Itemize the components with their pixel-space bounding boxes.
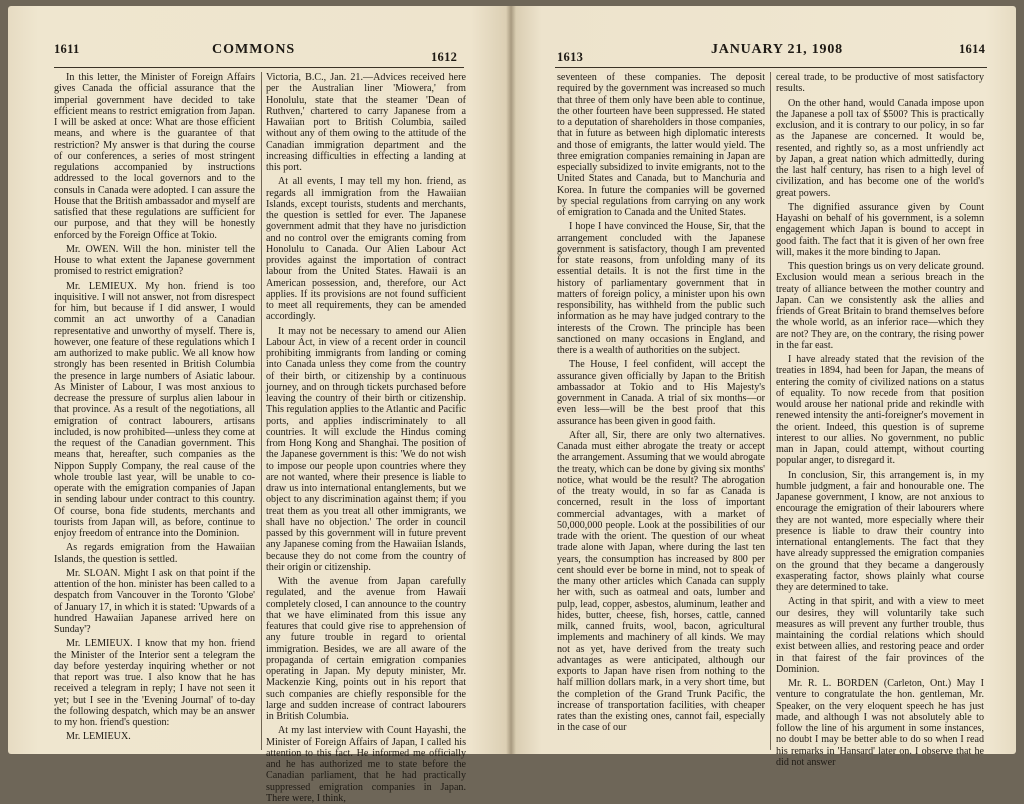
left-column-1	[54, 72, 255, 752]
paragraph: cereal trade, to be productive of most satisfactory results.	[776, 72, 984, 95]
right-header-rule	[555, 67, 987, 68]
book-gutter	[506, 6, 516, 754]
paragraph: With the avenue from Japan carefully regulated, and the avenue from Hawaii completely closed, I can announce to the country that we have eliminated from this issue any features that could give rise to apprehension of any future trouble in regard to oriental immigration. Besides, we are all aware of the propaganda of certain emigration companies operating in Japan. My deputy minister, Mr. Mackenzie King, points out in his report that such companies are chiefly responsible for the large and sudden increase of contract labourers in British Columbia.	[266, 576, 466, 722]
paragraph: I have already stated that the revision of the treaties in 1894, had been for Japan, the means of entering the comity of civilized nations on a status of equality. To now recede from that position would arouse her national pride and rekindle with renewed intensity the anti-foreigner's movement in the orient. Indeed, this question is of supreme interest to our allies. No government, no public man in Japan, could attempt, without courting popular anger, to disregard it.	[776, 354, 984, 467]
right-page-title: JANUARY 21, 1908	[711, 42, 843, 57]
paragraph: seventeen of these companies. The deposit required by the government was increased so much that three of them only have been able to continue, the other fourteen have been suppressed. He stated to a deputation of shareholders in those companies, that in future as between high diplomatic interests and those of emigrants, the latter would yield. The three emigration companies remaining in Japan are especially subsidized to invite emigrants, not to the United States and Canada, but to Manchuria and Korea. In future the companies will be governed by special regulations from carrying on any work of emigration to Canada and the United States.	[557, 72, 765, 218]
left-column-2	[266, 72, 466, 804]
right-page	[511, 6, 1016, 768]
left-page-number-inner: 1612	[431, 50, 458, 64]
paragraph: Mr. LEMIEUX.	[66, 731, 131, 743]
paragraph: This question brings us on very delicate ground. Exclusion would mean a serious breach in the treaty of alliance between the mother country and Japan. Can we consistently ask the allies and friends of Great Britain to brand themselves before the whole world, as an inferior race—which they are not? They are, on the contrary, the rising power in the far east.	[776, 261, 984, 351]
left-page-number-outer: 1611	[54, 42, 80, 56]
paragraph: The House, I feel confident, will accept the assurance given officially by Japan to the British ambassador at Tokio and to His Majesty's government in Canada. A trial of six months—or even less—will be the best proof that this assurance has been given in good faith.	[557, 359, 765, 427]
paragraph: Victoria, B.C., Jan. 21.—Advices received here per the Australian liner 'Miowera,' from Honolulu, state that the steamer 'Dean of Ruthven,' chartered to carry Japanese from a Hawaiian port to British Columbia, sailed without any of them owing to the attitude of the Canadian immigration department and the increasing difficulties in effecting a landing at this port.	[266, 72, 466, 173]
right-column-2	[776, 72, 984, 768]
left-page-title: COMMONS	[212, 42, 296, 57]
paragraph: Mr. LEMIEUX. My hon. friend is too inquisitive. I will not answer, not from disrespect for him, but because if I did answer, I would commit an act unworthy of a Canadian representative and unworthy of myself. There is, however, one feature of these regulations which I am authorized to make public. We all know how strongly has been resented in British Columbia the presence in large numbers of Asiatic labour. As Minister of Labour, I was most anxious to decrease the pressure of surplus alien labour in that province. As a result of the negotiations, all emigration of contract labourers, artisans included, is now prohibited—unless they come at the request of the Canadian government. This means that, hereafter, such companies as the Nippon Supply Company, the real cause of the whole trouble last year, will be unable to co-operate with the emigration companies of Japan in sending labour under contract to this country. Of course, bona fide students, merchants and tourists from Japan will, as before, continue to enjoy freedom of entrance into the Dominion.	[54, 280, 255, 539]
paragraph: On the other hand, would Canada impose upon the Japanese a poll tax of $500? This is practically exclusion, and it is contrary to our policy, in so far as the Japanese are concerned. It would be, resented, and rightly so, as a most unfriendly act by Japan, a great nation which admittedly, during the last half century, has risen to a high level of civilization, and has become one of the world's great powers.	[776, 97, 984, 199]
paragraph: Mr. SLOAN. Might I ask on that point if the attention of the hon. minister has been called to a despatch from Vancouver in the Toronto 'Globe' of January 17, in which it is stated: 'Upwards of a hundred Hawaiian Japanese arrived here on Sunday'?	[54, 567, 255, 635]
paragraph: It may not be necessary to amend our Alien Labour Act, in view of a recent order in council prohibiting immigrants from landing or coming into Canada unless they come from the country of their birth, or citizenship by a continuous journey, and on through tickets purchased before leaving the country of their birth or citizenship. This regulation applies to the Atlantic and Pacific ports, and applies indiscriminately to all countries. It will exclude the Hindus coming from Hong Kong and Shanghai. The position of the Japanese government is this: 'We do not wish to impose our people upon countries where they are not wanted, where their presence is liable to draw us into international entanglements, but we object to any discrimination against them; if you treat them as you treat all other immigrants, we shall have no objection.' The order in council passed by this government will in future prevent any Japanese coming from the Hawaiian Islands, because they do not come from the country of their origin or citizenship.	[266, 325, 466, 573]
paragraph: At all events, I may tell my hon. friend, as regards all immigration from the Hawaiian Islands, except tourists, students and merchants, the question is settled for ever. The Japanese government admit that they have no jurisdiction and no control over the emigrants coming from Honolulu to Canada. Our Alien Labour Act provides against the importation of contract labour from the United States. Hawaii is an American possession, and, therefore, our Act applies. If its provisions are not found sufficient to meet all requirements, they can be amended accordingly.	[266, 176, 466, 323]
left-header-rule	[54, 67, 464, 68]
paragraph: Mr. R. L. BORDEN (Carleton, Ont.) May I venture to congratulate the hon. gentleman, Mr. Speaker, on the very eloquent speech he has just made, and although I was not absolutely able to follow the line of his argument in some instances, no doubt I may be better able to do so when I read his remarks in 'Hansard' later on. I observe that he did not answer	[776, 678, 984, 768]
paragraph: As regards emigration from the Hawaiian Islands, the question is settled.	[54, 542, 255, 565]
paragraph: I hope I have convinced the House, Sir, that the arrangement concluded with the Japanese government is satisfactory, though I am prevented for state reasons, from unfolding many of its essential details. It is not the first time in the history of parliamentary government that in matters of foreign policy, a minister upon his own responsibility, has withheld from the public such information as he may have judged contrary to the interests of the Crown. The principle has been sanctioned on many occasions in England, and there is a wealth of authorities on the subject.	[557, 221, 765, 356]
paragraph: Mr. LEMIEUX. I know that my hon. friend the Minister of the Interior sent a telegram the day before yesterday inquiring whether or not that report was true. I also know that he has received a telegram in reply; I have not seen it yet; but I see in the 'Evening Journal' of to-day the following despatch, which may be an answer to my hon. friend's question:	[54, 638, 255, 728]
paragraph: In conclusion, Sir, this arrangement is, in my humble judgment, a fair and honourable one. The Japanese government, I know, are not anxious to encourage the emigration of their labourers where they are not wanted, more especially where their presence is liable to draw their country into international entanglements. The fact that they have already suppressed the emigration companies on the ground that they became a dangerously exasperating factor, shows plainly what course they are determined to take.	[776, 469, 984, 593]
paragraph: After all, Sir, there are only two alternatives. Canada must either abrogate the treaty or accept the arrangement. Assuming that we would abrogate the treaty, which can be done by giving six months' notice, what would be the result? The abrogation of the treaty would, in so far as Canada is concerned, result in the loss of important commercial advantages, with a market of 50,000,000 people. Look at the possibilities of our trade with the orient. The question of our wheat trade alone with Japan, where during the last ten years, the consumption has increased by 800 per cent should ever be borne in mind, not to speak of the many other articles which Canada can supply her with, such as oatmeal and oats, lumber and pulp, lead, copper, asbestos, aluminum, leather and hides, butter, cheese, fish, horses, cattle, canned milk, canned fruits, wool, bacon, agricultural implements and machinery of all kinds. We may not as yet, have derived from the treaty such advantages as were anticipated, although our exports to Japan have risen from nothing to the half million dollars mark, in a very short time, but the completion of the Grand Trunk Pacific, the increase of transportation facilities, with cheaper rates than the existing ones, cannot fail, especially in the case of our	[557, 429, 765, 734]
paragraph: At my last interview with Count Hayashi, the Minister of Foreign Affairs of Japan, I called his attention to this fact. He informed me officially and he has authorized me to state before the Canadian parliament, that he had practically suppressed emigration companies in Japan. There were, I think,	[266, 725, 466, 804]
right-column-divider	[770, 72, 771, 750]
right-column-1	[557, 72, 765, 752]
right-page-number-inner: 1613	[557, 50, 584, 64]
paragraph: Mr. OWEN. Will the hon. minister tell the House to what extent the Japanese government promised to restrict emigration?	[54, 243, 255, 278]
paragraph: The dignified assurance given by Count Hayashi on behalf of his government, is a solemn engagement which Japan is bound to accept in good faith. The fact that it is given of her own free will, makes it the more binding to Japan.	[776, 201, 984, 258]
paragraph: Acting in that spirit, and with a view to meet our desires, they will voluntarily take such measures as will prevent any further trouble, thus maintaining the cordial relations which should exist between allies, and restoring peace and order in that fairest of the fair provinces of the Dominion.	[776, 596, 984, 675]
paragraph: In this letter, the Minister of Foreign Affairs gives Canada the official assurance that the imperial government have decided to take efficient means to restrict emigration from Japan. I will be asked at once: What are those efficient means, and where is the guarantee of that restriction? My answer is that during the course of our conferences, a series of most stringent regulations accompanied by instructions addressed to the local governors and to the consuls in Canada were adopted. I can assure the House that the British ambassador and myself are satisfied that these regulations are sufficient for our purpose, and that they will be honestly enforced by the Foreign Office at Tokio.	[54, 72, 255, 241]
left-column-divider	[261, 72, 262, 750]
right-page-number-outer: 1614	[959, 42, 986, 56]
left-page	[8, 6, 511, 804]
